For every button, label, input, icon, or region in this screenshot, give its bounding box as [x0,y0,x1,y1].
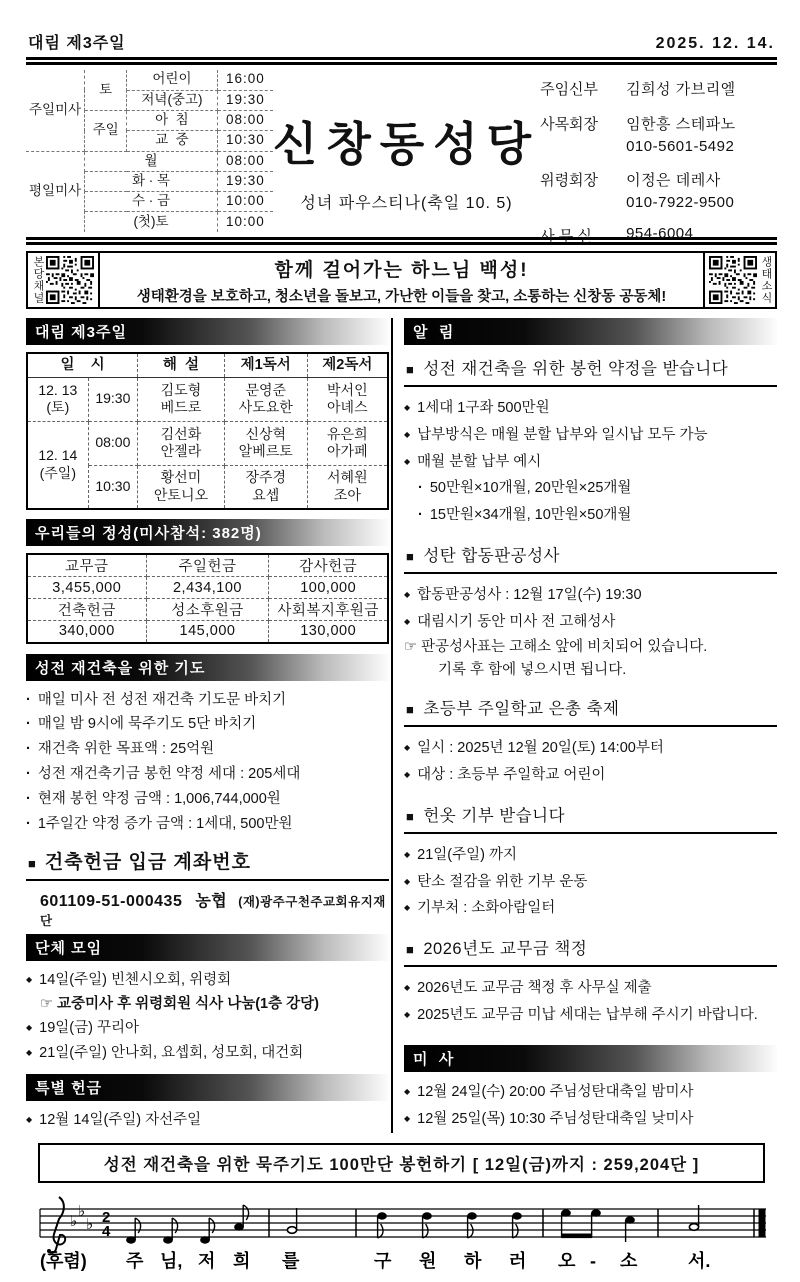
church-title-block [273,70,540,232]
diamond-bullet-icon: ◆ [404,903,411,913]
list-item: 납부방식은 매월 분할 납부와 일시납 모두 가능 [417,426,708,443]
eco-news-qr-label: 생태소식 [760,256,772,304]
square-bullet-icon: ■ [406,362,415,377]
list-item: 1세대 1구좌 500만원 [417,400,550,416]
list-item: 기부처 : 소화아람일터 [417,900,556,917]
key-signature-flats [70,1203,93,1233]
notice-section [404,799,777,922]
list-item: 매월 분할 납부 예시 [417,453,542,470]
group-note: ☞ 교중미사 후 위령회원 식사 나눔(1층 강당) [40,996,320,1013]
square-bullet-icon: ■ [406,702,415,718]
svg-text:희: 희 [233,1251,251,1272]
mass-name: 교 중 [127,131,218,151]
diamond-bullet-icon: ◆ [404,743,411,753]
square-bullet-icon: ■ [406,549,415,565]
diamond-bullet-icon: ◆ [404,590,411,600]
list-item: 15만원×34개월, 10만원×50개월 [429,507,632,524]
mass-time: 08:00 [217,151,273,171]
list-item: 19일(금) 꾸리아 [39,1020,140,1037]
notice-section [404,932,777,1029]
slogan-banner [26,251,777,309]
section-bar-mass: 미 사 [404,1045,777,1072]
square-bullet-icon: ■ [28,856,37,872]
date: 12. 13 [38,381,78,398]
account-holder: (재)광주구천주교회유지재단 [40,895,386,929]
notice-heading: ■ 초등부 주일학교 은총 축제 [404,692,777,727]
account-number-line [26,881,389,934]
notice-heading: ■ 헌옷 기부 받습니다 [404,799,777,834]
list-item: 12월 25일(목) 10:30 주님성탄대축일 낮미사 [417,1110,694,1127]
mass-time: 19:30 [217,171,273,191]
bank-name: 농협 [195,893,228,911]
diamond-bullet-icon: ◆ [404,1086,411,1096]
time: 10:30 [88,465,137,509]
masthead-row [26,30,777,57]
svg-text:하: 하 [464,1251,482,1272]
main-columns [26,318,777,1133]
contact-role: 사 무 실 [540,228,592,245]
contact-role: 주임신부 [540,81,599,98]
svg-text:주: 주 [126,1251,144,1272]
hymn-refrain-staff [26,1189,778,1277]
mass-day-sun: 주일 [85,111,127,152]
slogan-text-block [98,253,705,307]
mass-name: 수 · 금 [85,192,218,212]
list-item: 대상 : 초등부 주일학교 어린이 [417,766,606,783]
mass-time: 19:30 [217,90,273,110]
hymn-lyrics [40,1250,710,1271]
prayer-list [26,688,389,838]
svg-text:서.: 서. [688,1251,711,1272]
list-item: 대림시기 동안 미사 전 고해성사 [417,613,616,630]
table-row: 12. 14 (주일) 08:00 김선화 안젤라 신상혁 알베르토 유은희 아가페 [27,421,388,465]
mass-name: 화 · 목 [85,171,218,191]
list-item: 2026년도 교무금 책정 후 사무실 제출 [417,980,652,997]
mass-time: 10:00 [217,212,273,232]
list-item: 일시 : 2025년 12월 20일(토) 14:00부터 [417,740,664,757]
time: 19:30 [88,377,137,421]
dot-bullet-icon: · [418,480,423,497]
time-signature [102,1209,111,1240]
notice-heading: ■ 성탄 합동판공성사 [404,539,777,574]
table-row: 12. 13 (토) 19:30 김도형 베드로 문영준 사도요한 박서인 아녜스 [27,377,388,421]
list-item: 21일(주일) 까지 [417,846,518,863]
table-row: 3,455,000 2,434,100 100,000 [27,577,388,599]
notice-section [404,539,777,682]
svg-text:오: 오 [558,1251,576,1272]
col-header: 제2독서 [307,353,388,377]
slogan-subtitle: 생태환경을 보호하고, 청소년을 돌보고, 가난한 이들을 찾고, 소통하는 신창동 공동체! [136,288,667,305]
section-bar-special: 특별 헌금 [26,1074,389,1101]
dot-bullet-icon: · [26,791,31,808]
svg-text:러: 러 [509,1251,527,1272]
group-meeting-list [26,968,389,1066]
mass-time: 10:00 [217,192,273,212]
mass-time: 16:00 [217,70,273,90]
notice-section [404,352,777,529]
slogan-title: 함께 걸어가는 하느님 백성! [274,259,529,281]
day: (토) [46,399,70,415]
left-column [26,318,389,1133]
list-item: 12월 14일(주일) 자선주일 [39,1112,202,1129]
channel-qr-label: 본당채널 [32,256,44,304]
list-item: 14일(주일) 빈첸시오회, 위령회 [39,972,232,989]
diamond-bullet-icon: ◆ [404,1113,411,1123]
notice-note: ☞ 판공성사표는 고해소 앞에 비치되어 있습니다. [404,638,708,655]
list-item: 21일(주일) 안나회, 요셉회, 성모회, 대건회 [39,1045,304,1062]
dot-bullet-icon: · [26,816,31,833]
dot-bullet-icon: · [26,716,31,733]
col-header: 일 시 [27,353,138,377]
mass-name: (첫)토 [85,212,218,232]
mass-schedule-table [26,70,273,232]
svg-text:저: 저 [198,1251,216,1272]
diamond-bullet-icon: ◆ [404,849,411,859]
table-row: 10:30 황선미 안토니오 장주경 요셉 서혜원 조아 [27,465,388,509]
list-item: 현재 봉헌 약정 금액 : 1,006,744,000원 [37,791,281,808]
list-item: 1주일간 약정 증가 금액 : 1세대, 500만원 [37,816,293,833]
contact-phone: 954-6004 [626,225,694,242]
mass-name: 아 침 [127,111,218,131]
svg-text:♭: ♭ [86,1216,94,1234]
section-bar-notices: 알 림 [404,318,777,345]
svg-text:-: - [590,1251,596,1272]
mass-group-sunday: 주일미사 [26,70,85,151]
diamond-bullet-icon: ◆ [404,983,411,993]
contact-name: 이정은 데레사 [626,172,721,189]
list-item: 매일 미사 전 성전 재건축 기도문 바치기 [37,691,287,708]
contact-phone: 010-7922-9500 [626,194,735,211]
section-bar-offerings: 우리들의 정성(미사참석: 382명) [26,519,389,546]
svg-text:4: 4 [102,1223,111,1241]
double-rule [26,57,777,65]
svg-text:를: 를 [282,1251,300,1272]
svg-text:♭: ♭ [78,1203,86,1221]
table-row: 340,000 145,000 130,000 [27,621,388,643]
table-row: 교무금 주일헌금 감사헌금 [27,554,388,577]
mass-name: 저녁(중고) [127,90,218,110]
notice-heading: ■ 성전 재건축을 위한 봉헌 약정을 받습니다 [404,352,777,387]
dot-bullet-icon: · [26,766,31,783]
list-item: 2025년도 교무금 미납 세대는 납부해 주시기 바랍니다. [417,1006,758,1023]
col-header: 제1독서 [224,353,307,377]
section-bar-liturgy: 대림 제3주일 [26,318,389,345]
svg-text:구: 구 [374,1251,392,1272]
mass-name: 어린이 [127,70,218,90]
svg-text:소: 소 [620,1251,638,1272]
mass-group-weekday: 평일미사 [26,151,85,232]
channel-qr-cell [28,253,98,307]
table-row: 건축헌금 성소후원금 사회복지후원금 [27,599,388,621]
mass-day-sat: 토 [85,70,127,111]
account-number: 601109-51-000435 [40,893,183,911]
day: (주일) [39,464,76,481]
list-item: 50만원×10개월, 20만원×25개월 [429,480,632,497]
dot-bullet-icon: · [418,507,423,524]
svg-text:님,: 님, [160,1251,183,1272]
diamond-bullet-icon: ◆ [404,769,411,779]
contact-phone: 010-5601-5492 [626,138,735,155]
offerings-table [26,553,389,644]
dot-bullet-icon: · [26,691,31,708]
square-bullet-icon: ■ [406,942,415,958]
mass-time: 10:30 [217,131,273,151]
square-bullet-icon: ■ [406,808,415,824]
time: 08:00 [88,421,137,465]
list-item: 매일 밤 9시에 묵주기도 5단 바치기 [37,716,257,733]
col-header: 해 설 [138,353,225,377]
diamond-bullet-icon: ◆ [26,1115,33,1125]
diamond-bullet-icon: ◆ [26,1048,33,1058]
list-item: 합동판공성사 : 12월 17일(수) 19:30 [417,587,642,604]
diamond-bullet-icon: ◆ [26,1023,33,1033]
list-item: 탄소 절감을 위한 기부 운동 [417,873,588,890]
section-bar-prayer: 성전 재건축을 위한 기도 [26,654,389,681]
church-name: 신창동성당 [272,118,541,170]
dot-bullet-icon: · [26,741,31,758]
rosary-pledge-box: 성전 재건축을 위한 묵주기도 100만단 봉헌하기 [ 12일(금)까지 : 259,204단 ] [38,1143,765,1183]
diamond-bullet-icon: ◆ [404,876,411,886]
list-item: 12월 24일(수) 20:00 주님성탄대축일 밤미사 [417,1083,694,1100]
diamond-bullet-icon: ◆ [26,975,33,985]
contact-role: 위령회장 [540,172,599,189]
list-item: 재건축 위한 목표액 : 25억원 [37,741,215,758]
svg-text:원: 원 [419,1251,437,1272]
treble-clef-icon [47,1197,65,1253]
notice-note: 기록 후 함에 넣으시면 됩니다. [438,661,627,678]
diamond-bullet-icon: ◆ [404,456,411,466]
date: 12. 14 [38,447,78,464]
patron-saint: 성녀 파우스티나(축일 10. 5) [300,195,513,212]
mass-name: 월 [85,151,218,171]
contact-name: 임한흥 스테파노 [626,116,736,133]
diamond-bullet-icon: ◆ [404,1009,411,1019]
notice-heading: ■ 2026년도 교무금 책정 [404,932,777,967]
bulletin-date: 2025. 12. 14. [655,35,775,52]
contacts-block [540,70,777,245]
feast-title: 대림 제3주일 [28,35,126,52]
liturgy-roles-table [26,352,389,510]
diamond-bullet-icon: ◆ [404,429,411,439]
diamond-bullet-icon: ◆ [404,403,411,412]
svg-text:2: 2 [102,1209,111,1227]
section-bar-groups: 단체 모임 [26,934,389,961]
svg-text:♭: ♭ [70,1213,78,1231]
svg-text:(후렴): (후렴) [40,1251,87,1272]
right-column [391,318,777,1133]
channel-qr-code [46,256,94,304]
mass-time: 08:00 [217,111,273,131]
diamond-bullet-icon: ◆ [404,616,411,626]
eco-news-qr-cell [705,253,775,307]
notice-section [404,692,777,789]
eco-news-qr-code [709,256,757,304]
contact-role: 사목회장 [540,116,599,133]
header-band [26,65,777,245]
account-heading: ■ 건축헌금 입금 계좌번호 [26,841,389,881]
contact-name: 김희성 가브리엘 [626,81,736,98]
list-item: 성전 재건축기금 봉헌 약정 세대 : 205세대 [37,766,301,783]
